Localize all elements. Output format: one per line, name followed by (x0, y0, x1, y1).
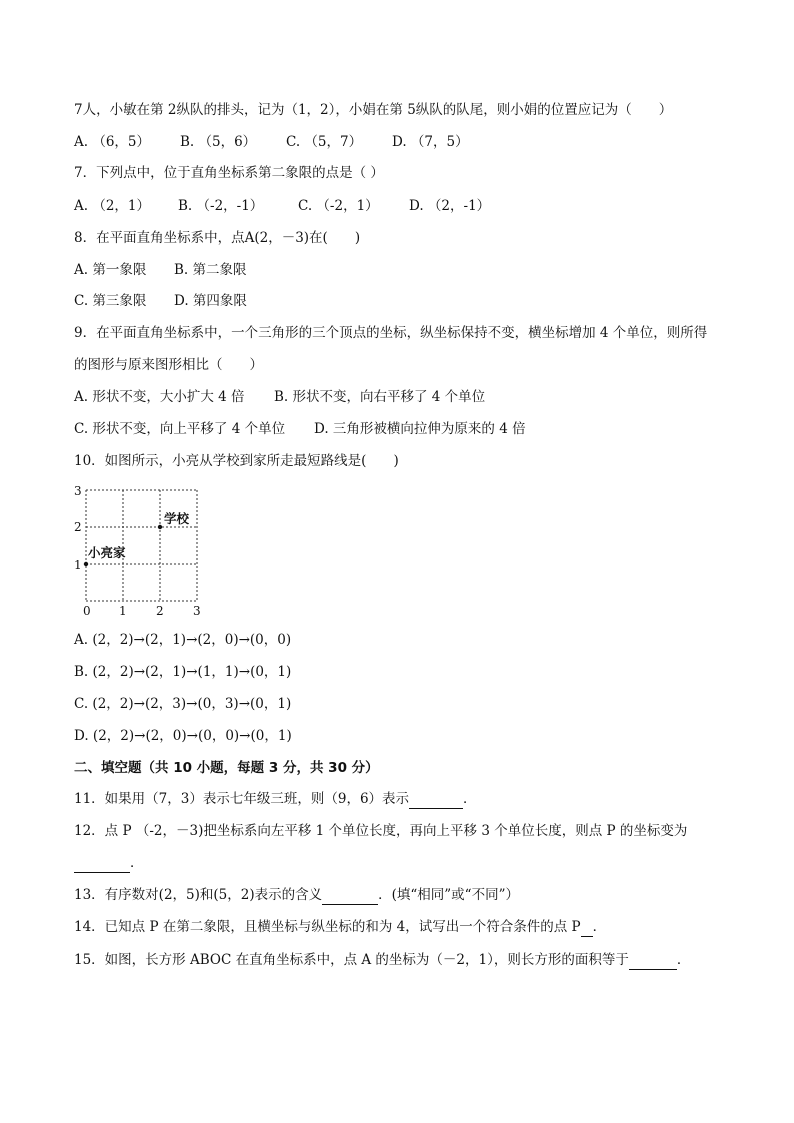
q7-stem: 7．下列点中，位于直角坐标系第二象限的点是（ ） (74, 165, 384, 181)
q15 (74, 951, 734, 970)
q7-option-d: D. （2，-1） (409, 198, 491, 214)
school-label: 学校 (164, 511, 190, 526)
y-tick-1: 1 (74, 558, 82, 572)
q11-text: 11．如果用（7，3）表示七年级三班，则（9，6）表示 (74, 791, 410, 807)
x-tick-1: 1 (119, 604, 127, 618)
q10-option-b: B. (2，2)→(2，1)→(1，1)→(0，1) (74, 664, 292, 680)
x-tick-2: 2 (156, 604, 164, 618)
q6-option-c: C. （5，7） (286, 134, 363, 150)
q15-text: 15．如图，长方形 ABOC 在直角坐标系中，点 A 的坐标为（－2，1），则长方形的面积等于 (74, 952, 629, 968)
q13-answer-blank[interactable] (322, 886, 378, 905)
q9-option-c: C. 形状不变，向上平移了 4 个单位 (74, 421, 286, 437)
q8-option-d: D. 第四象限 (174, 293, 247, 309)
q15-answer-blank[interactable] (629, 951, 677, 970)
q8-options-row2 (74, 292, 734, 310)
q12-line2 (74, 854, 734, 873)
q10-option-d: D. (2，2)→(2，0)→(0，0)→(0，1) (74, 728, 292, 744)
y-tick-3: 3 (74, 484, 82, 498)
q7-options (74, 197, 734, 215)
q7-option-b: B. （-2，-1） (178, 198, 264, 214)
q15-end: ． (676, 952, 691, 968)
q7-option-c: C. （-2，1） (298, 198, 379, 214)
q10-option-c: C. (2，2)→(2，3)→(0，3)→(0，1) (74, 696, 292, 712)
q9-option-b: B. 形状不变，向右平移了 4 个单位 (274, 389, 486, 405)
q8-option-a: A. 第一象限 (74, 262, 147, 278)
y-tick-2: 2 (74, 520, 82, 534)
q6-option-a: A. （6，5） (74, 134, 151, 150)
q8-option-c: C. 第三象限 (74, 293, 147, 309)
q12-line1: 12．点 P （-2，－3)把坐标系向左平移 1 个单位长度，再向上平移 3 个单位长度，则点 P 的坐标变为 (74, 823, 688, 839)
q7-option-a: A. （2，1） (74, 198, 151, 214)
q6-stem: 7人，小敏在第 2纵队的排头，记为（1，2），小娟在第 5纵队的队尾，则小娟的位置应记为（ ） (74, 102, 673, 118)
q13 (74, 886, 734, 905)
x-tick-3: 3 (193, 604, 201, 618)
home-point (84, 562, 88, 566)
x-tick-0: 0 (83, 604, 91, 618)
q10-stem: 10．如图所示，小亮从学校到家所走最短路线是( ) (74, 453, 399, 469)
q9-options-row1 (74, 388, 734, 406)
school-point (158, 525, 162, 529)
q6-option-b: B. （5，6） (180, 134, 257, 150)
q6-options (74, 133, 734, 151)
q8-option-b: B. 第二象限 (174, 262, 247, 278)
q14-text: 14．已知点 P 在第二象限，且横坐标与纵坐标的和为 4，试写出一个符合条件的点 P (74, 919, 581, 935)
q9-stem-line1: 9．在平面直角坐标系中，一个三角形的三个顶点的坐标，纵坐标保持不变，横坐标增加 4 个单位，则所得 (74, 325, 708, 341)
q9-options-row2 (74, 420, 734, 438)
q10-option-a: A. (2，2)→(2，1)→(2，0)→(0，0) (74, 632, 292, 648)
q14 (74, 918, 734, 937)
q12-end: ． (130, 855, 144, 871)
q13-text: 13．有序数对(2，5)和(5，2)表示的含义 (74, 887, 323, 903)
q12-answer-blank[interactable] (74, 854, 130, 873)
home-label: 小亮家 (88, 545, 126, 560)
q9-option-a: A. 形状不变，大小扩大 4 倍 (74, 389, 245, 405)
q11 (74, 790, 734, 809)
q10-grid-figure (72, 480, 212, 620)
q6-option-d: D. （7，5） (392, 134, 469, 150)
q9-option-d: D. 三角形被横向拉伸为原来的 4 倍 (314, 421, 526, 437)
q11-end: ． (463, 791, 477, 807)
q8-stem: 8．在平面直角坐标系中，点A(2，－3)在( ) (74, 230, 361, 246)
section-2-heading: 二、填空题（共 10 小题，每题 3 分，共 30 分） (74, 760, 379, 776)
q11-answer-blank[interactable] (409, 790, 463, 809)
q9-stem-line2: 的图形与原来图形相比（ ） (74, 357, 263, 373)
q13-end: ．(填“相同”或“不同”） (378, 887, 519, 903)
q14-end: ． (592, 919, 607, 935)
q14-answer-blank[interactable] (581, 918, 593, 937)
q8-options-row1 (74, 261, 734, 279)
